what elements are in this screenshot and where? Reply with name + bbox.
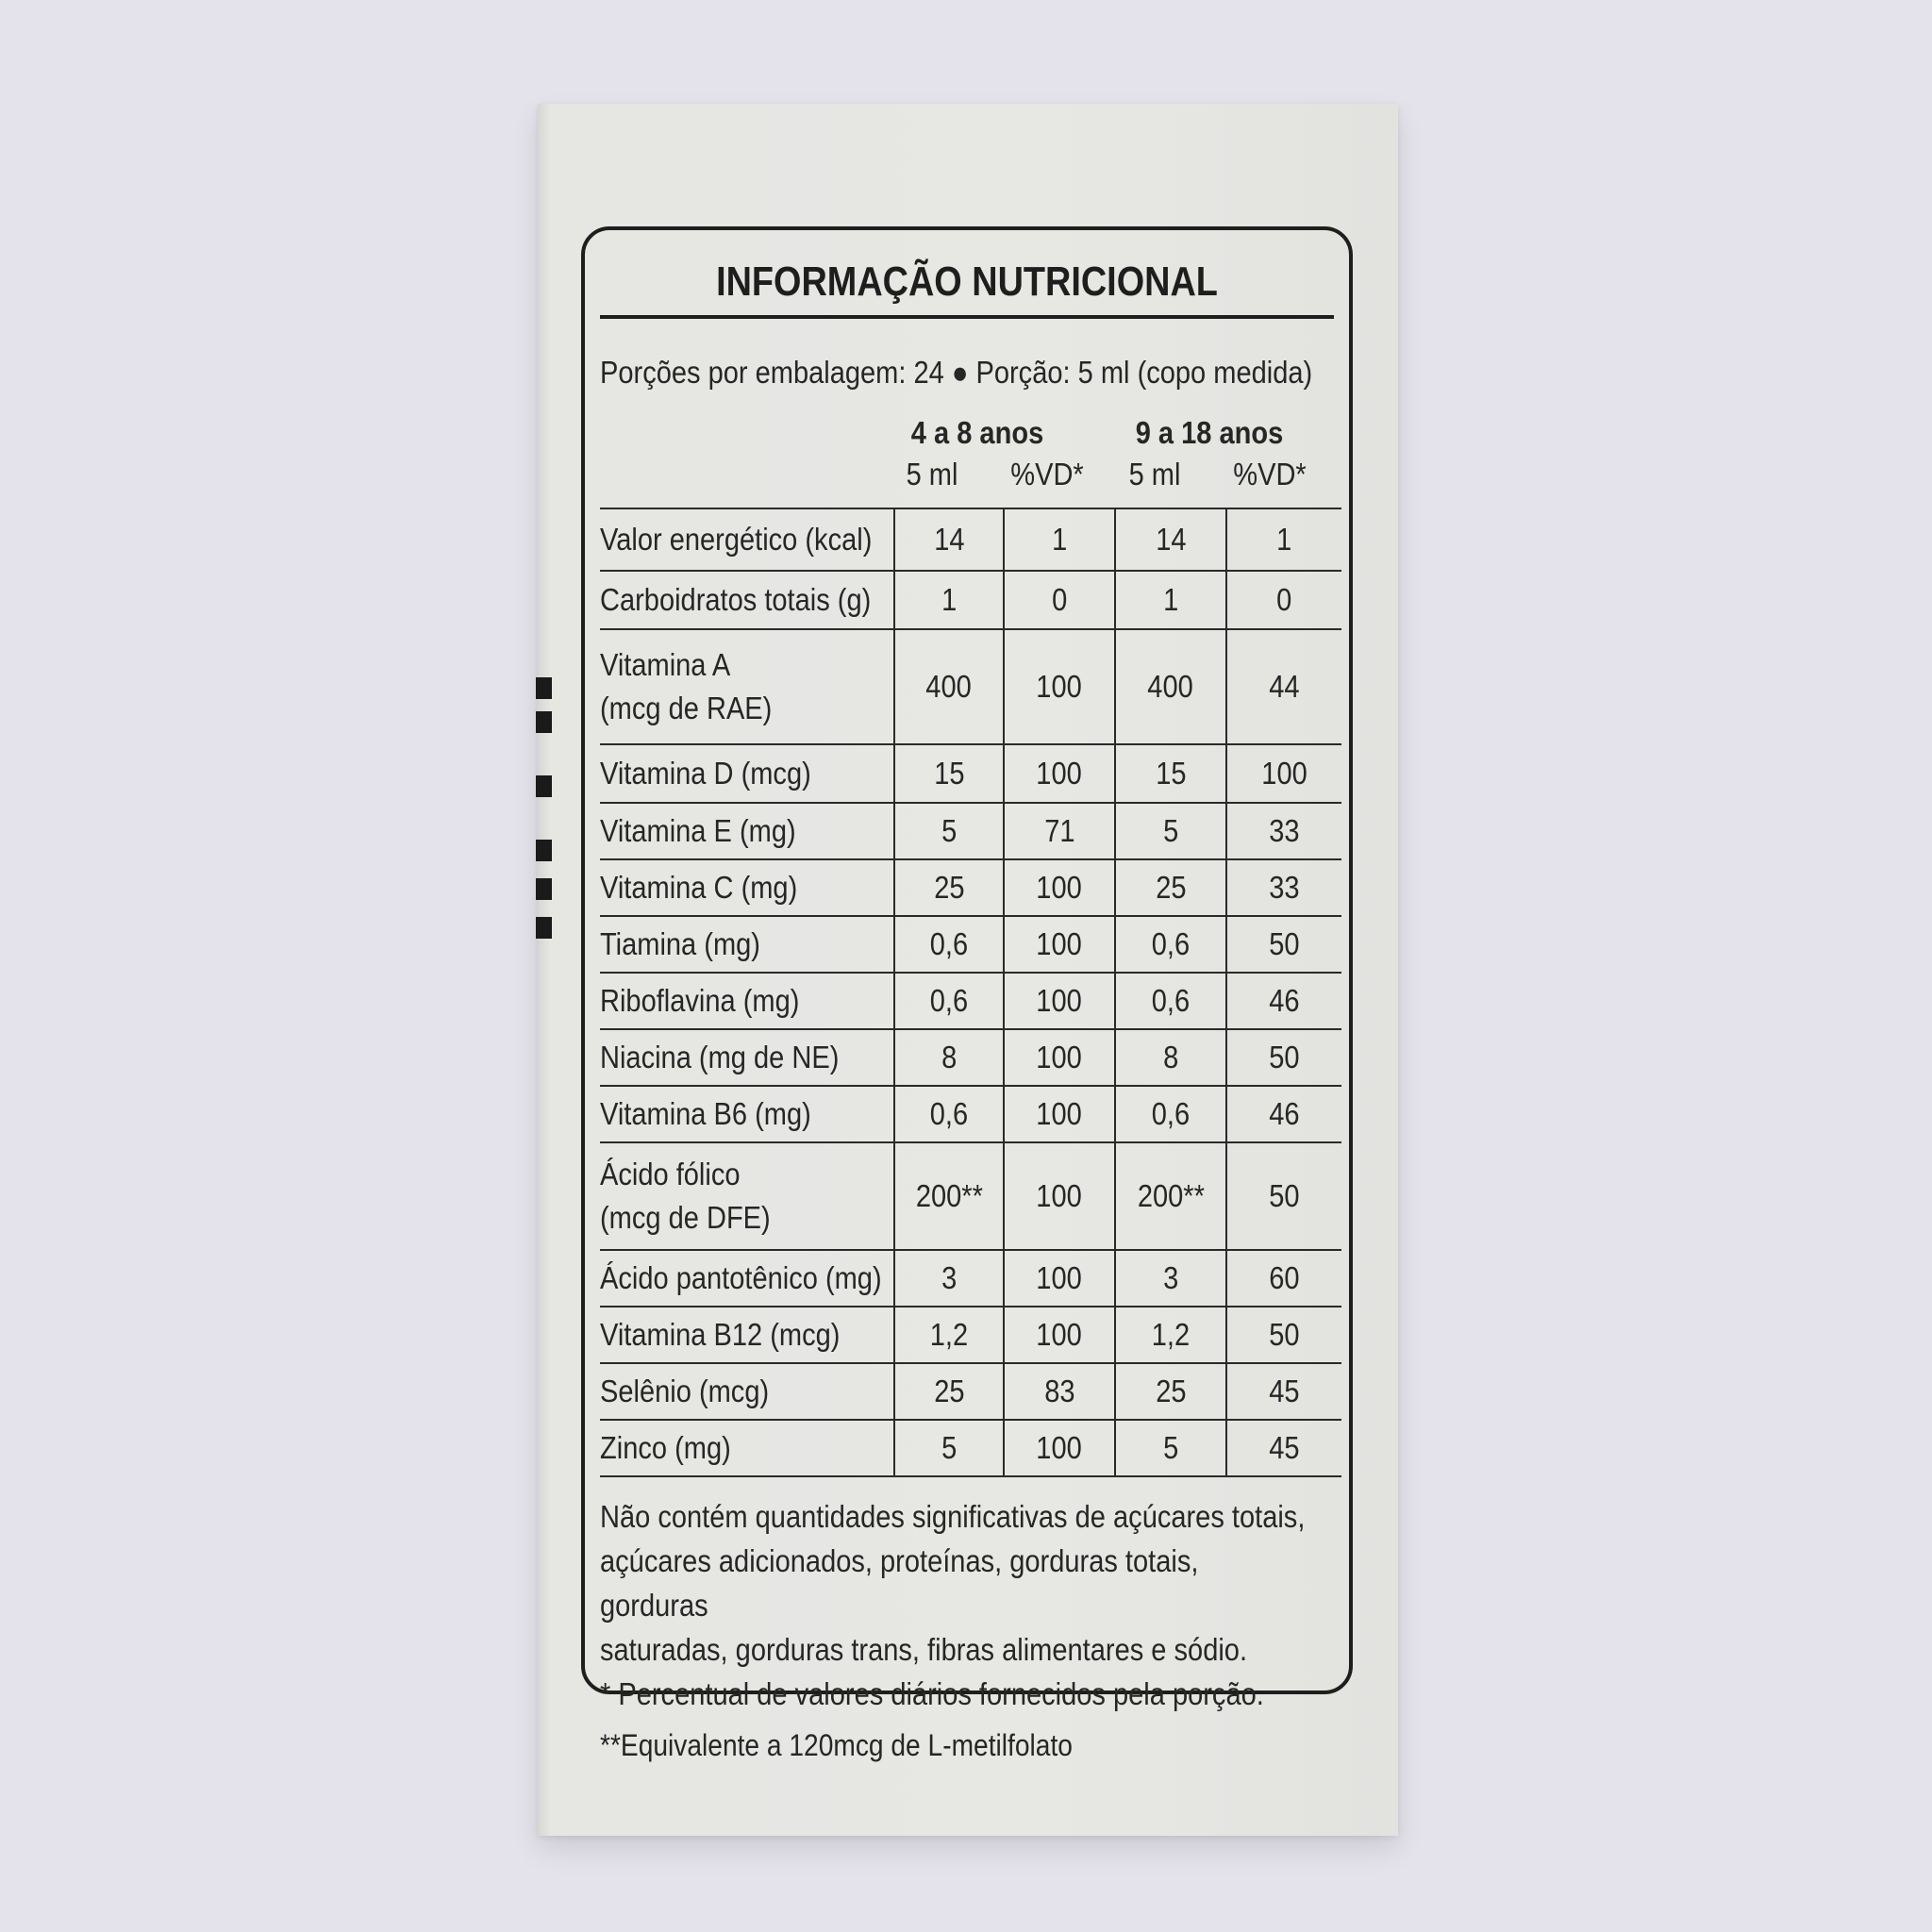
cell-amount-9-18: [1115, 859, 1226, 916]
cell-amount-4-8: [894, 1029, 1004, 1086]
cell-dv-4-8: [1004, 1420, 1115, 1476]
nutrient-name-line: Vitamina D (mcg): [600, 756, 811, 791]
nutrient-name: [600, 916, 894, 973]
table-row: [600, 508, 1341, 571]
nutrient-name: [600, 1420, 894, 1476]
cell-dv-4-8: [1004, 1250, 1115, 1307]
cell-value: 1: [1276, 522, 1292, 557]
cell-value: 33: [1269, 870, 1300, 905]
cell-value: 100: [1036, 870, 1083, 905]
nutrient-name-line: Tiamina (mg): [600, 926, 760, 961]
cell-dv-9-18: [1226, 629, 1341, 744]
nutrient-name: [600, 973, 894, 1029]
cell-dv-4-8: [1004, 629, 1115, 744]
cell-amount-9-18: [1115, 1142, 1226, 1250]
cell-dv-9-18: [1226, 973, 1341, 1029]
table-row: [600, 571, 1341, 629]
cell-value: 25: [1155, 1374, 1187, 1408]
cell-amount-4-8: [894, 1420, 1004, 1476]
cell-value: 400: [925, 669, 973, 704]
cell-amount-4-8: [894, 508, 1004, 571]
cell-amount-4-8: [894, 1363, 1004, 1420]
nutrient-name: [600, 571, 894, 629]
note-line: açúcares adicionados, proteínas, gorduras totais, gorduras: [600, 1543, 1199, 1623]
cell-amount-4-8: [894, 973, 1004, 1029]
cell-value: 25: [933, 1374, 965, 1408]
nutrient-name: [600, 803, 894, 859]
table-row: [600, 1250, 1341, 1307]
cell-value: 5: [1162, 1430, 1179, 1465]
tick-mark: [536, 775, 552, 797]
table-row: [600, 1086, 1341, 1142]
group-header-9-18: 9 a 18 anos: [1135, 415, 1284, 450]
nutrition-panel: [581, 226, 1353, 1711]
cell-amount-9-18: [1115, 973, 1226, 1029]
nutrient-name-line: Selênio (mcg): [600, 1374, 770, 1408]
cell-dv-4-8: [1004, 859, 1115, 916]
cell-dv-4-8: [1004, 1142, 1115, 1250]
nutrient-name: [600, 1142, 894, 1250]
title-rule: [600, 315, 1334, 319]
cell-value: 46: [1269, 983, 1300, 1018]
cell-value: 15: [933, 756, 965, 791]
cell-value: 0,6: [1151, 926, 1191, 961]
nutrient-name: [600, 1250, 894, 1307]
cell-dv-9-18: [1226, 1420, 1341, 1476]
cell-dv-4-8: [1004, 508, 1115, 571]
cell-dv-9-18: [1226, 1029, 1341, 1086]
cell-value: 3: [941, 1260, 958, 1295]
cell-amount-4-8: [894, 803, 1004, 859]
cell-value: 100: [1036, 1178, 1083, 1213]
cell-value: 83: [1043, 1374, 1075, 1408]
cell-value: 100: [1036, 983, 1083, 1018]
cell-value: 25: [933, 870, 965, 905]
cell-value: 200**: [1137, 1178, 1205, 1213]
nutrient-name: [600, 508, 894, 571]
col-amount-9-18: 5 ml: [1128, 457, 1181, 491]
cell-value: 100: [1036, 1260, 1083, 1295]
cell-value: 50: [1269, 926, 1300, 961]
cell-amount-4-8: [894, 1142, 1004, 1250]
cell-amount-9-18: [1115, 744, 1226, 803]
cell-value: 0,6: [929, 983, 969, 1018]
cell-value: 100: [1261, 756, 1307, 791]
tick-mark: [536, 917, 552, 939]
cell-value: 0,6: [1151, 1096, 1191, 1131]
nutrition-notes: [600, 1494, 1314, 1716]
cell-dv-4-8: [1004, 1029, 1115, 1086]
nutrient-name: [600, 1363, 894, 1420]
nutrient-name: [600, 859, 894, 916]
cell-value: 0,6: [1151, 983, 1191, 1018]
nutrient-name: [600, 629, 894, 744]
cell-value: 8: [941, 1040, 958, 1074]
cell-amount-9-18: [1115, 1420, 1226, 1476]
cell-dv-9-18: [1226, 571, 1341, 629]
cell-dv-4-8: [1004, 744, 1115, 803]
cell-value: 45: [1269, 1430, 1300, 1465]
panel-title: INFORMAÇÃO NUTRICIONAL: [716, 258, 1218, 305]
cell-value: 8: [1162, 1040, 1179, 1074]
cell-value: 25: [1155, 870, 1187, 905]
cell-value: 1,2: [929, 1317, 969, 1352]
nutrient-name-line: Riboflavina (mg): [600, 983, 800, 1018]
cell-amount-4-8: [894, 916, 1004, 973]
nutrient-name: [600, 744, 894, 803]
cell-value: 100: [1036, 1096, 1083, 1131]
cell-dv-9-18: [1226, 916, 1341, 973]
cell-dv-4-8: [1004, 1363, 1115, 1420]
table-row: [600, 803, 1341, 859]
cell-dv-9-18: [1226, 803, 1341, 859]
cell-value: 1: [1162, 582, 1179, 617]
folate-footnote: **Equivalente a 120mcg de L-metilfolato: [600, 1728, 1073, 1762]
cell-amount-9-18: [1115, 1029, 1226, 1086]
cell-value: 0,6: [929, 926, 969, 961]
cell-value: 100: [1036, 926, 1083, 961]
cell-value: 50: [1269, 1040, 1300, 1074]
cell-value: 100: [1036, 1317, 1083, 1352]
nutrient-name-line: Vitamina A: [600, 647, 731, 682]
nutrient-name: [600, 1029, 894, 1086]
cell-value: 1,2: [1151, 1317, 1191, 1352]
nutrient-name-line: Vitamina B6 (mg): [600, 1096, 811, 1131]
cell-value: 1: [1051, 522, 1068, 557]
cell-dv-4-8: [1004, 1307, 1115, 1363]
cell-amount-9-18: [1115, 508, 1226, 571]
col-amount-4-8: 5 ml: [906, 457, 958, 491]
cell-value: 44: [1269, 669, 1300, 704]
cell-amount-4-8: [894, 1250, 1004, 1307]
cell-value: 15: [1155, 756, 1187, 791]
cell-value: 100: [1036, 756, 1083, 791]
note-line: * Percentual de valores diários fornecidos pela porção.: [600, 1676, 1264, 1711]
table-row: [600, 1142, 1341, 1250]
cell-dv-9-18: [1226, 744, 1341, 803]
cell-amount-9-18: [1115, 1250, 1226, 1307]
nutrient-name-line: Ácido fólico: [600, 1157, 741, 1191]
cell-amount-9-18: [1115, 916, 1226, 973]
cell-amount-9-18: [1115, 1307, 1226, 1363]
nutrition-table: [600, 508, 1341, 1477]
note-line: Não contém quantidades significativas de açúcares totais,: [600, 1499, 1306, 1534]
cell-value: 50: [1269, 1317, 1300, 1352]
cell-amount-4-8: [894, 629, 1004, 744]
cell-dv-9-18: [1226, 1086, 1341, 1142]
cell-value: 0: [1276, 582, 1292, 617]
group-header-4-8: 4 a 8 anos: [910, 415, 1044, 450]
cell-value: 3: [1162, 1260, 1179, 1295]
table-row: [600, 744, 1341, 803]
cell-value: 50: [1269, 1178, 1300, 1213]
cell-dv-9-18: [1226, 508, 1341, 571]
nutrient-name: [600, 1086, 894, 1142]
nutrient-name-line: Niacina (mg de NE): [600, 1040, 840, 1074]
table-row: [600, 1029, 1341, 1086]
nutrient-name-line: Vitamina C (mg): [600, 870, 798, 905]
cell-value: 60: [1269, 1260, 1300, 1295]
cell-value: 14: [933, 522, 965, 557]
tick-mark: [536, 840, 552, 861]
serving-info: Porções por embalagem: 24 ● Porção: 5 ml (copo medida): [600, 355, 1313, 390]
cell-dv-9-18: [1226, 859, 1341, 916]
table-row: [600, 1420, 1341, 1476]
cell-amount-9-18: [1115, 629, 1226, 744]
cell-amount-9-18: [1115, 803, 1226, 859]
cell-value: 71: [1043, 813, 1075, 848]
cell-dv-9-18: [1226, 1363, 1341, 1420]
cell-value: 100: [1036, 1040, 1083, 1074]
cell-value: 33: [1269, 813, 1300, 848]
cell-value: 0: [1051, 582, 1068, 617]
table-row: [600, 973, 1341, 1029]
cell-amount-9-18: [1115, 571, 1226, 629]
nutrient-name-line: Zinco (mg): [600, 1430, 731, 1465]
table-row: [600, 859, 1341, 916]
nutrient-name-line: Vitamina E (mg): [600, 813, 796, 848]
table-row: [600, 629, 1341, 744]
cell-value: 0,6: [929, 1096, 969, 1131]
table-row: [600, 1363, 1341, 1420]
cell-dv-4-8: [1004, 571, 1115, 629]
cell-value: 14: [1155, 522, 1187, 557]
cell-value: 1: [941, 582, 958, 617]
nutrient-name-line: Ácido pantotênico (mg): [600, 1260, 882, 1295]
table-row: [600, 916, 1341, 973]
cell-dv-9-18: [1226, 1142, 1341, 1250]
cell-value: 46: [1269, 1096, 1300, 1131]
cell-dv-4-8: [1004, 973, 1115, 1029]
cell-value: 5: [941, 1430, 958, 1465]
cell-value: 100: [1036, 1430, 1083, 1465]
cell-value: 5: [1162, 813, 1179, 848]
cell-dv-4-8: [1004, 916, 1115, 973]
cell-dv-9-18: [1226, 1307, 1341, 1363]
nutrient-name: [600, 1307, 894, 1363]
cell-value: 5: [941, 813, 958, 848]
cell-value: 45: [1269, 1374, 1300, 1408]
nutrient-name-line: (mcg de RAE): [600, 691, 773, 725]
nutrient-name-line: (mcg de DFE): [600, 1200, 771, 1235]
tick-mark: [536, 711, 552, 733]
nutrient-name-line: Valor energético (kcal): [600, 522, 873, 557]
nutrient-name-line: Carboidratos totais (g): [600, 582, 872, 617]
cell-dv-4-8: [1004, 803, 1115, 859]
table-row: [600, 1307, 1341, 1363]
cell-value: 400: [1147, 669, 1194, 704]
cell-value: 200**: [915, 1178, 983, 1213]
cell-dv-9-18: [1226, 1250, 1341, 1307]
col-dv-4-8: %VD*: [1010, 457, 1084, 491]
cell-amount-4-8: [894, 744, 1004, 803]
cell-amount-9-18: [1115, 1086, 1226, 1142]
nutrient-name-line: Vitamina B12 (mcg): [600, 1317, 841, 1352]
tick-mark: [536, 878, 552, 900]
cell-amount-4-8: [894, 859, 1004, 916]
note-line: saturadas, gorduras trans, fibras alimentares e sódio.: [600, 1632, 1248, 1667]
cell-amount-9-18: [1115, 1363, 1226, 1420]
cell-amount-4-8: [894, 1307, 1004, 1363]
cell-dv-4-8: [1004, 1086, 1115, 1142]
cell-value: 100: [1036, 669, 1083, 704]
tick-mark: [536, 677, 552, 699]
col-dv-9-18: %VD*: [1233, 457, 1307, 491]
cell-amount-4-8: [894, 1086, 1004, 1142]
cell-amount-4-8: [894, 571, 1004, 629]
